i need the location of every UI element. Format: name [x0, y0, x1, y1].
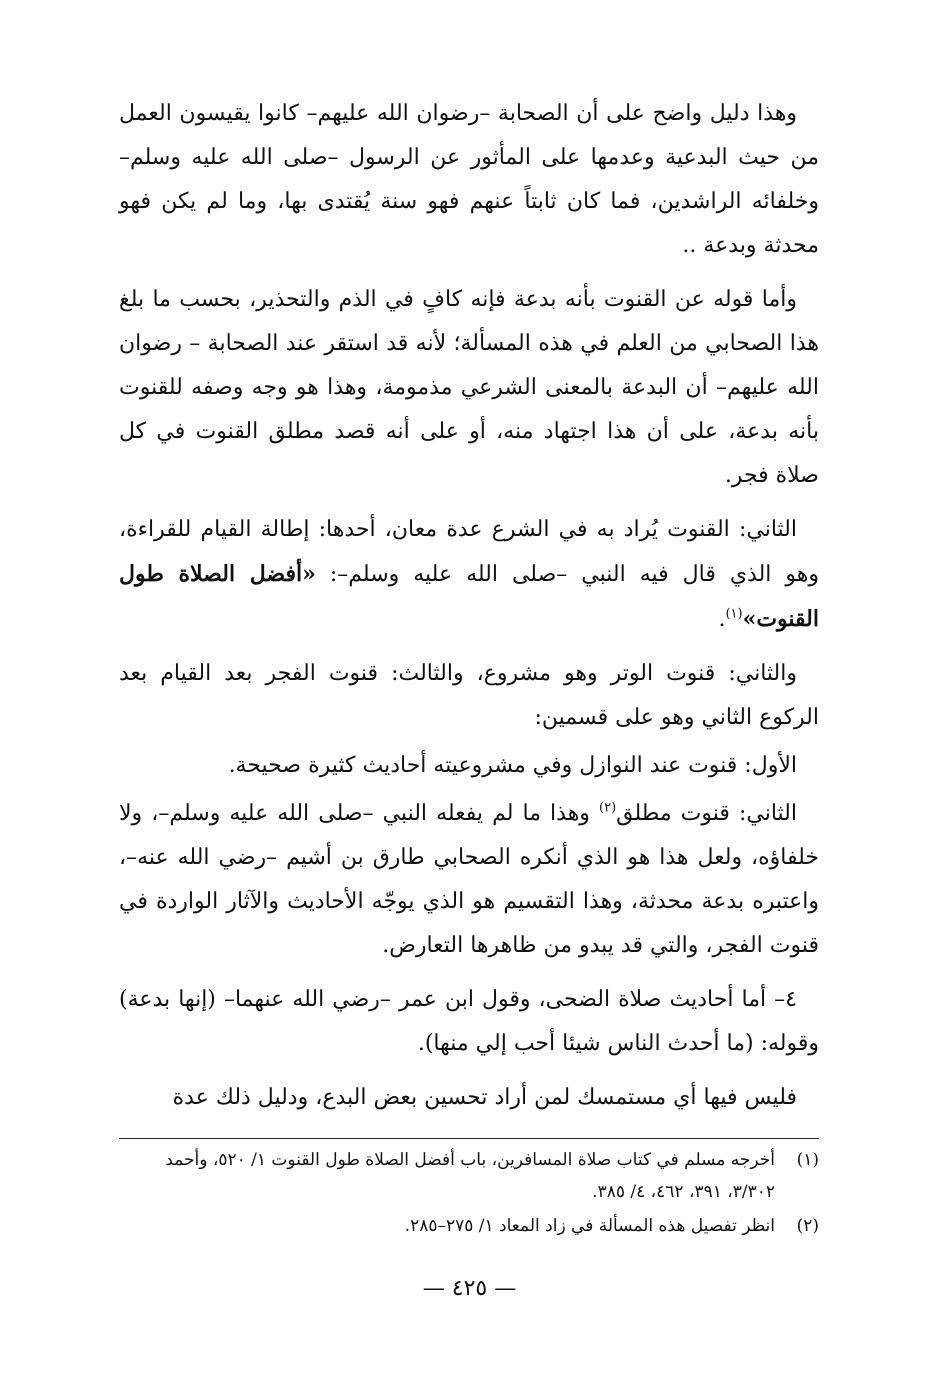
footnote-1: [119, 1144, 819, 1208]
paragraph-4: والثاني: قنوت الوتر وهو مشروع، والثالث: قنوت الفجر بعد القيام بعد الركوع الثاني وهو على قسمين:: [119, 661, 819, 730]
main-text: [119, 92, 819, 1130]
paragraph-1: وهذا دليل واضح على أن الصحابة –رضوان الله عليهم– كانوا يقيسون العمل من حيث البدعية وعدمها على المأثور عن الرسول –صلى الله عليه وسلم– وخلفائه الراشدين، فما كان ثابتاً عنهم فهو سنة يُقتدى بها، وما لم يكن فهو محدثة وبدعة ..: [119, 101, 819, 258]
footnote-divider: [119, 1138, 819, 1139]
paragraph-3-text: الثاني: القنوت يُراد به في الشرع عدة معان، أحدها: إطالة القيام للقراءة، وهو الذي قال فيه النبي –صلى الله عليه وسلم–:: [119, 517, 820, 587]
footnote-2-text: انظر تفصيل هذه المسألة في زاد المعاد ١/ ٢٧٥–٢٨٥.: [404, 1216, 775, 1236]
paragraph-3-end: .: [718, 607, 726, 632]
footnote-1-number: (١): [796, 1150, 819, 1170]
paragraph-6-after: وهذا ما لم يفعله النبي –صلى الله عليه وسلم–، ولا خلفاؤه، ولعل هذا هو الذي أنكره الصحابي طارق بن أشيم –رضي الله عنه–، واعتبره بدعة محدثة، وهذا التقسيم هو الذي يوجّه الأحاديث والآثار الواردة في قنوت الفجر، والتي قد يبدو من ظاهرها التعارض.: [119, 801, 819, 958]
paragraph-5: الأول: قنوت عند النوازل وفي مشروعيته أحاديث كثيرة صحيحة.: [228, 753, 797, 778]
footnote-1-text: أخرجه مسلم في كتاب صلاة المسافرين، باب أفضل الصلاة طول القنوت ١/ ٥٢٠، وأحمد ٣/٣٠٢، ٣٩١، ٤٦٢، ٤/ ٣٨٥.: [165, 1150, 775, 1202]
paragraph-6-before: الثاني: قنوت مطلق: [616, 801, 797, 826]
paragraph-3: [119, 508, 819, 642]
paragraph-2: وأما قوله عن القنوت بأنه بدعة فإنه كافٍ في الذم والتحذير، بحسب ما بلغ هذا الصحابي من العلم في هذه المسألة؛ لأنه قد استقر عند الصحابة – رضوان الله عليهم– أن البدعة بالمعنى الشرعي مذمومة، وهذا هو وجه وصفه للقنوت بأنه بدعة، على أن هذا اجتهاد منه، أو على أنه قصد مطلق القنوت في كل صلاة فجر.: [119, 287, 819, 488]
footnotes: [119, 1144, 819, 1244]
footnote-2-number: (٢): [796, 1216, 819, 1236]
hadith-quote: «أفضل الصلاة طول القنوت»: [119, 561, 819, 632]
paragraph-7: ٤– أما أحاديث صلاة الضحى، وقول ابن عمر –رضي الله عنهما– (إنها بدعة) وقوله: (ما أحدث الناس شيئا أحب إلي منها).: [119, 987, 819, 1056]
footnote-ref-1: (١): [725, 606, 743, 622]
page-number: — ٤٢٥ —: [422, 1276, 517, 1301]
footnote-2: [119, 1210, 819, 1242]
paragraph-6: [119, 792, 819, 968]
paragraph-8: فليس فيها أي مستمسك لمن أراد تحسين بعض البدع، ودليل ذلك عدة: [172, 1085, 797, 1110]
footnote-ref-2: (٢): [599, 800, 617, 816]
